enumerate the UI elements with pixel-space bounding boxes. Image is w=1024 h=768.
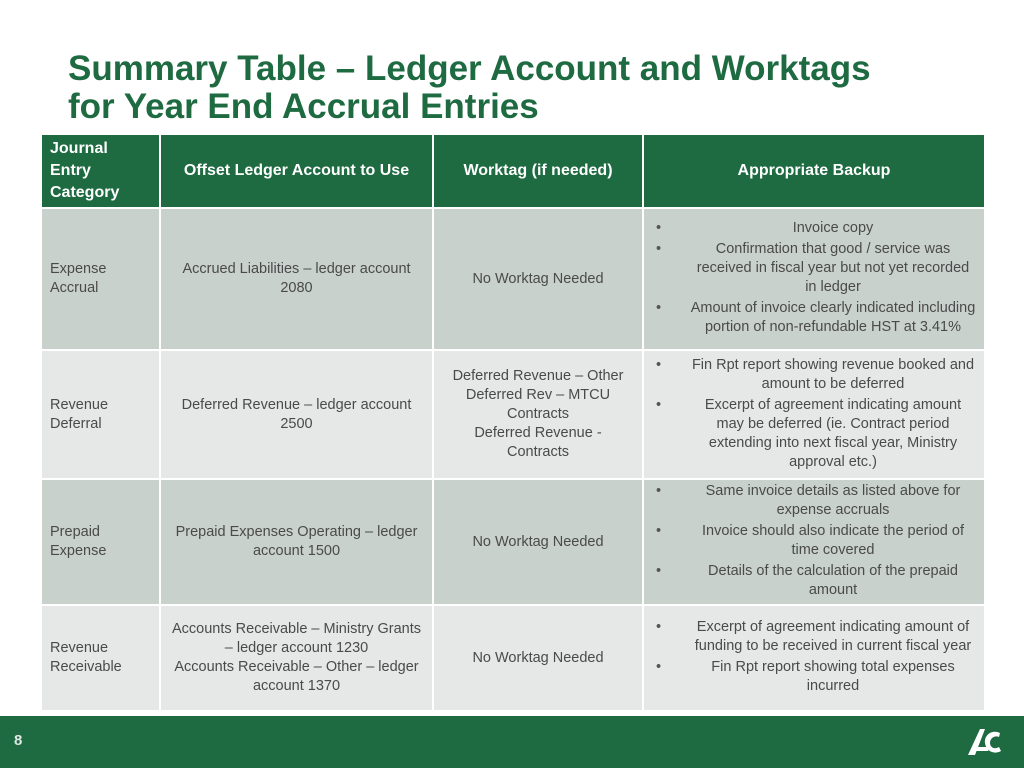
offset-account-cell: Deferred Revenue – ledger account 2500 (161, 351, 432, 478)
list-item: • Fin Rpt report showing revenue booked and amount to be deferred (652, 356, 976, 394)
table-row (42, 606, 984, 710)
list-item: • Amount of invoice clearly indicated including portion of non-refundable HST at 3.41% (652, 299, 976, 337)
worktag-line: Deferred Revenue – Other (452, 368, 624, 384)
offset-account-line: Accounts Receivable – Other – ledger account 1370 (174, 659, 419, 694)
offset-account-cell (161, 606, 432, 710)
list-item: • Same invoice details as listed above for expense accruals (652, 482, 976, 520)
footer-bar (0, 716, 1024, 768)
table-row (42, 209, 984, 349)
page-number: 8 (14, 732, 23, 749)
worktag-cell: No Worktag Needed (434, 480, 642, 604)
backup-list (652, 618, 976, 696)
summary-table (40, 133, 986, 712)
worktag-line: Deferred Revenue - Contracts (474, 425, 602, 460)
list-item: • Invoice copy (652, 219, 976, 238)
worktag-cell: No Worktag Needed (434, 209, 642, 349)
table-row (42, 351, 984, 478)
category-cell: Revenue Receivable (42, 606, 159, 710)
backup-cell (644, 480, 984, 604)
title-line-1: Summary Table – Ledger Account and Worktags (68, 49, 871, 88)
worktag-line: Deferred Rev – MTCU Contracts (465, 387, 611, 422)
list-item: • Details of the calculation of the prepaid amount (652, 562, 976, 600)
offset-account-line: Accounts Receivable – Ministry Grants – ledger account 1230 (171, 621, 421, 656)
algonquin-logo-icon (964, 725, 1004, 759)
header-category: Journal Entry Category (42, 135, 159, 207)
worktag-cell: No Worktag Needed (434, 606, 642, 710)
list-item: • Excerpt of agreement indicating amount may be deferred (ie. Contract period extending into next fiscal year, Ministry approval etc.) (652, 396, 976, 472)
category-cell: Expense Accrual (42, 209, 159, 349)
table-row (42, 480, 984, 604)
header-worktag: Worktag (if needed) (434, 135, 642, 207)
table-header-row (42, 135, 984, 207)
backup-list (652, 356, 976, 472)
backup-cell (644, 209, 984, 349)
worktag-cell (434, 351, 642, 478)
list-item: • Fin Rpt report showing total expenses incurred (652, 658, 976, 696)
list-item: • Confirmation that good / service was received in fiscal year but not yet recorded in ledger (652, 240, 976, 297)
title-line-2: for Year End Accrual Entries (68, 87, 539, 126)
category-cell: Revenue Deferral (42, 351, 159, 478)
backup-cell (644, 351, 984, 478)
header-offset-account: Offset Ledger Account to Use (161, 135, 432, 207)
category-cell: Prepaid Expense (42, 480, 159, 604)
offset-account-cell: Prepaid Expenses Operating – ledger account 1500 (161, 480, 432, 604)
backup-list (652, 219, 976, 337)
list-item: • Excerpt of agreement indicating amount of funding to be received in current fiscal year (652, 618, 976, 656)
backup-list (652, 482, 976, 600)
header-backup: Appropriate Backup (644, 135, 984, 207)
slide-title (68, 50, 998, 126)
offset-account-cell: Accrued Liabilities – ledger account 2080 (161, 209, 432, 349)
backup-cell (644, 606, 984, 710)
list-item: • Invoice should also indicate the period of time covered (652, 522, 976, 560)
